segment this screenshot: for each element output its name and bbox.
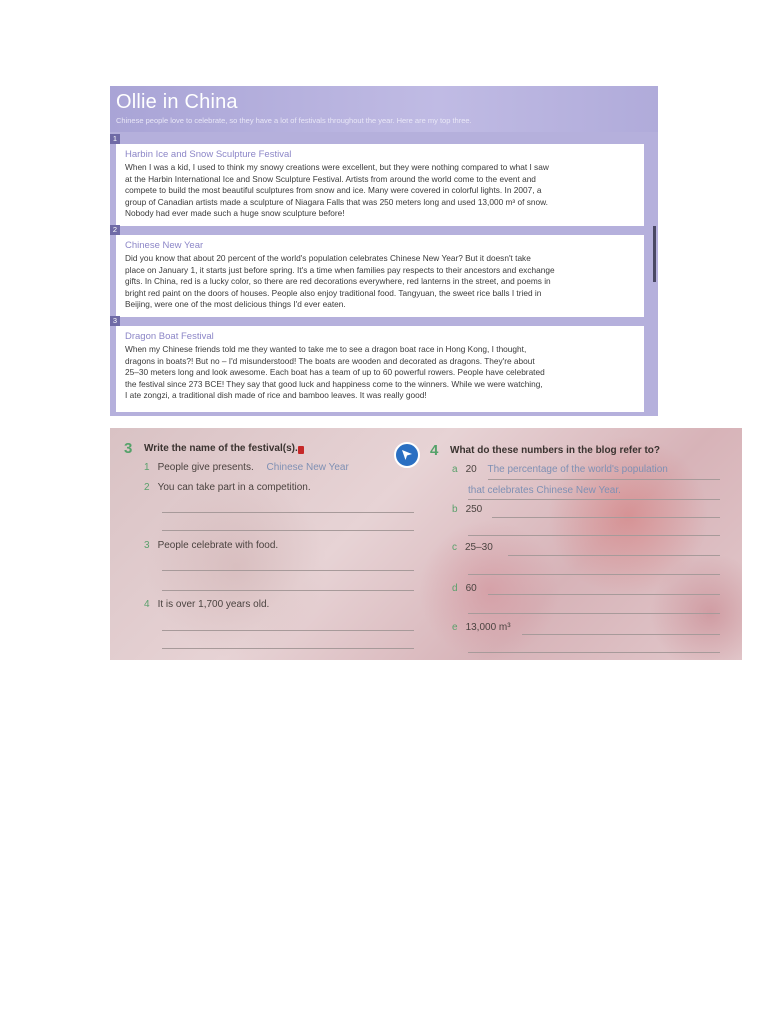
entry-line: Did you know that about 20 percent of the world's population celebrates Chinese New Year? But it doesn't take	[125, 253, 531, 263]
answer-line[interactable]	[162, 648, 414, 649]
answer-line[interactable]	[162, 630, 414, 631]
exercise-4-number: 4	[430, 442, 439, 459]
answer-line[interactable]	[162, 590, 414, 591]
item-text: 250	[465, 504, 483, 515]
exercise-3-item-4	[144, 599, 269, 610]
item-label: 2	[144, 482, 150, 493]
item-label: 1	[144, 462, 150, 473]
answer-line[interactable]	[508, 555, 720, 556]
entry-line: gifts. In China, red is a lucky color, so there are red decorations everywhere, red lanterns in the street, and poems in	[125, 276, 551, 287]
entry-line: When I was a kid, I used to think my snowy creations were excellent, but they were nothing compared to what I saw	[125, 162, 549, 172]
entry-line: dragons in boats?! But no – I'd misunderstood! The boats are wooden and decorated as dragons. They're about	[125, 355, 535, 366]
red-pen-marker-icon	[298, 446, 304, 454]
item-label: b	[452, 504, 458, 515]
entry-number: 3	[110, 316, 120, 326]
blog-title: Ollie in China	[116, 91, 238, 113]
entry-line: When my Chinese friends told me they wanted to take me to see a dragon boat race in Hong Kong, I thought,	[125, 344, 527, 354]
entry-number: 2	[110, 225, 120, 235]
entry-line: Nobody had ever made such a huge snow sculpture before!	[125, 208, 345, 219]
entry-body	[125, 162, 637, 220]
item-text: You can take part in a competition.	[157, 482, 311, 493]
entry-line: bright red paint on the doors of houses. People also enjoy traditional food. Tangyuan, the sweet rice balls I tried in	[125, 287, 542, 298]
entry-line: compete to build the most beautiful sculptures from snow and ice. Many were covered in colorful lights. In 2007, a	[125, 185, 542, 196]
exercise-4-item-c	[452, 542, 493, 553]
blog-entry-dragon-boat	[112, 316, 644, 412]
exercise-3-item-3	[144, 540, 278, 551]
exercise-3-item-1	[144, 462, 349, 473]
answer-line[interactable]	[488, 594, 720, 595]
blog-panel	[110, 86, 658, 416]
answer-line[interactable]	[468, 574, 720, 575]
answer-text[interactable]: that celebrates Chinese New Year.	[468, 485, 621, 496]
entry-body	[125, 253, 637, 311]
item-label: c	[452, 542, 457, 553]
exercise-4-item-e	[452, 622, 511, 633]
item-text: 13,000 m³	[465, 622, 511, 633]
answer-line[interactable]	[468, 652, 720, 653]
entry-title: Chinese New Year	[125, 240, 204, 251]
entry-line: I ate zongzi, a traditional dish made of rice and bamboo leaves. It was really good!	[125, 390, 427, 401]
blog-entry-harbin	[112, 134, 644, 226]
answer-line[interactable]	[468, 499, 720, 500]
entry-line: place on January 1, it starts just before spring. It's a time when families pay respects to their ancestors and exchange	[125, 264, 555, 275]
pointer-cursor-icon[interactable]	[394, 442, 420, 468]
entry-line: group of Canadian artists made a sculpture of Niagara Falls that was 250 meters long and used 13,000 m³ of snow.	[125, 196, 548, 207]
exercise-4-item-a-continued	[468, 485, 621, 496]
entry-title: Harbin Ice and Snow Sculpture Festival	[125, 149, 292, 160]
blog-entry-new-year	[112, 225, 644, 317]
answer-line[interactable]	[162, 570, 414, 571]
item-text: People give presents.	[157, 462, 254, 473]
item-label: e	[452, 622, 458, 633]
answer-line[interactable]	[162, 530, 414, 531]
item-text: 20	[465, 464, 477, 475]
exercise-4-title: What do these numbers in the blog refer to?	[450, 445, 661, 456]
scrollbar[interactable]	[653, 226, 656, 282]
entry-line: 25–30 meters long and look awesome. Each boat has a team of up to 60 powerful rowers. People have celebrated	[125, 367, 545, 378]
entry-line: the festival since 273 BCE! They say that good luck and happiness come to the winners. While we were watching,	[125, 378, 543, 389]
answer-line[interactable]	[492, 517, 720, 518]
entry-body	[125, 344, 637, 402]
entry-title: Dragon Boat Festival	[125, 331, 214, 342]
item-label: d	[452, 583, 458, 594]
arrow-icon	[400, 448, 414, 462]
entry-line: at the Harbin International Ice and Snow Sculpture Festival. Artists from around the world come to the event and	[125, 173, 536, 184]
answer-line[interactable]	[162, 512, 414, 513]
item-label: 3	[144, 540, 150, 551]
exercise-4-item-a	[452, 464, 668, 475]
exercises-panel	[110, 428, 742, 660]
answer-line[interactable]	[468, 613, 720, 614]
item-text: People celebrate with food.	[157, 540, 279, 551]
item-text: It is over 1,700 years old.	[157, 599, 270, 610]
answer-line[interactable]	[522, 634, 720, 635]
answer-text[interactable]: Chinese New Year	[266, 462, 349, 473]
answer-line[interactable]	[488, 479, 720, 480]
exercise-3-title: Write the name of the festival(s).	[144, 443, 298, 454]
item-label: 4	[144, 599, 150, 610]
exercise-4-item-d	[452, 583, 477, 594]
answer-text[interactable]: The percentage of the world's population	[487, 464, 668, 475]
blog-header	[110, 86, 658, 132]
exercise-3-number: 3	[124, 440, 133, 457]
blog-subtitle: Chinese people love to celebrate, so they have a lot of festivals throughout the year. Here are my top three.	[116, 116, 472, 125]
item-label: a	[452, 464, 458, 475]
exercise-4-item-b	[452, 504, 482, 515]
entry-number: 1	[110, 134, 120, 144]
entry-line: Beijing, were one of the most delicious things I'd ever eaten.	[125, 299, 346, 310]
answer-line[interactable]	[468, 535, 720, 536]
item-text: 25–30	[465, 542, 493, 553]
item-text: 60	[465, 583, 477, 594]
exercise-3-item-2	[144, 482, 311, 493]
